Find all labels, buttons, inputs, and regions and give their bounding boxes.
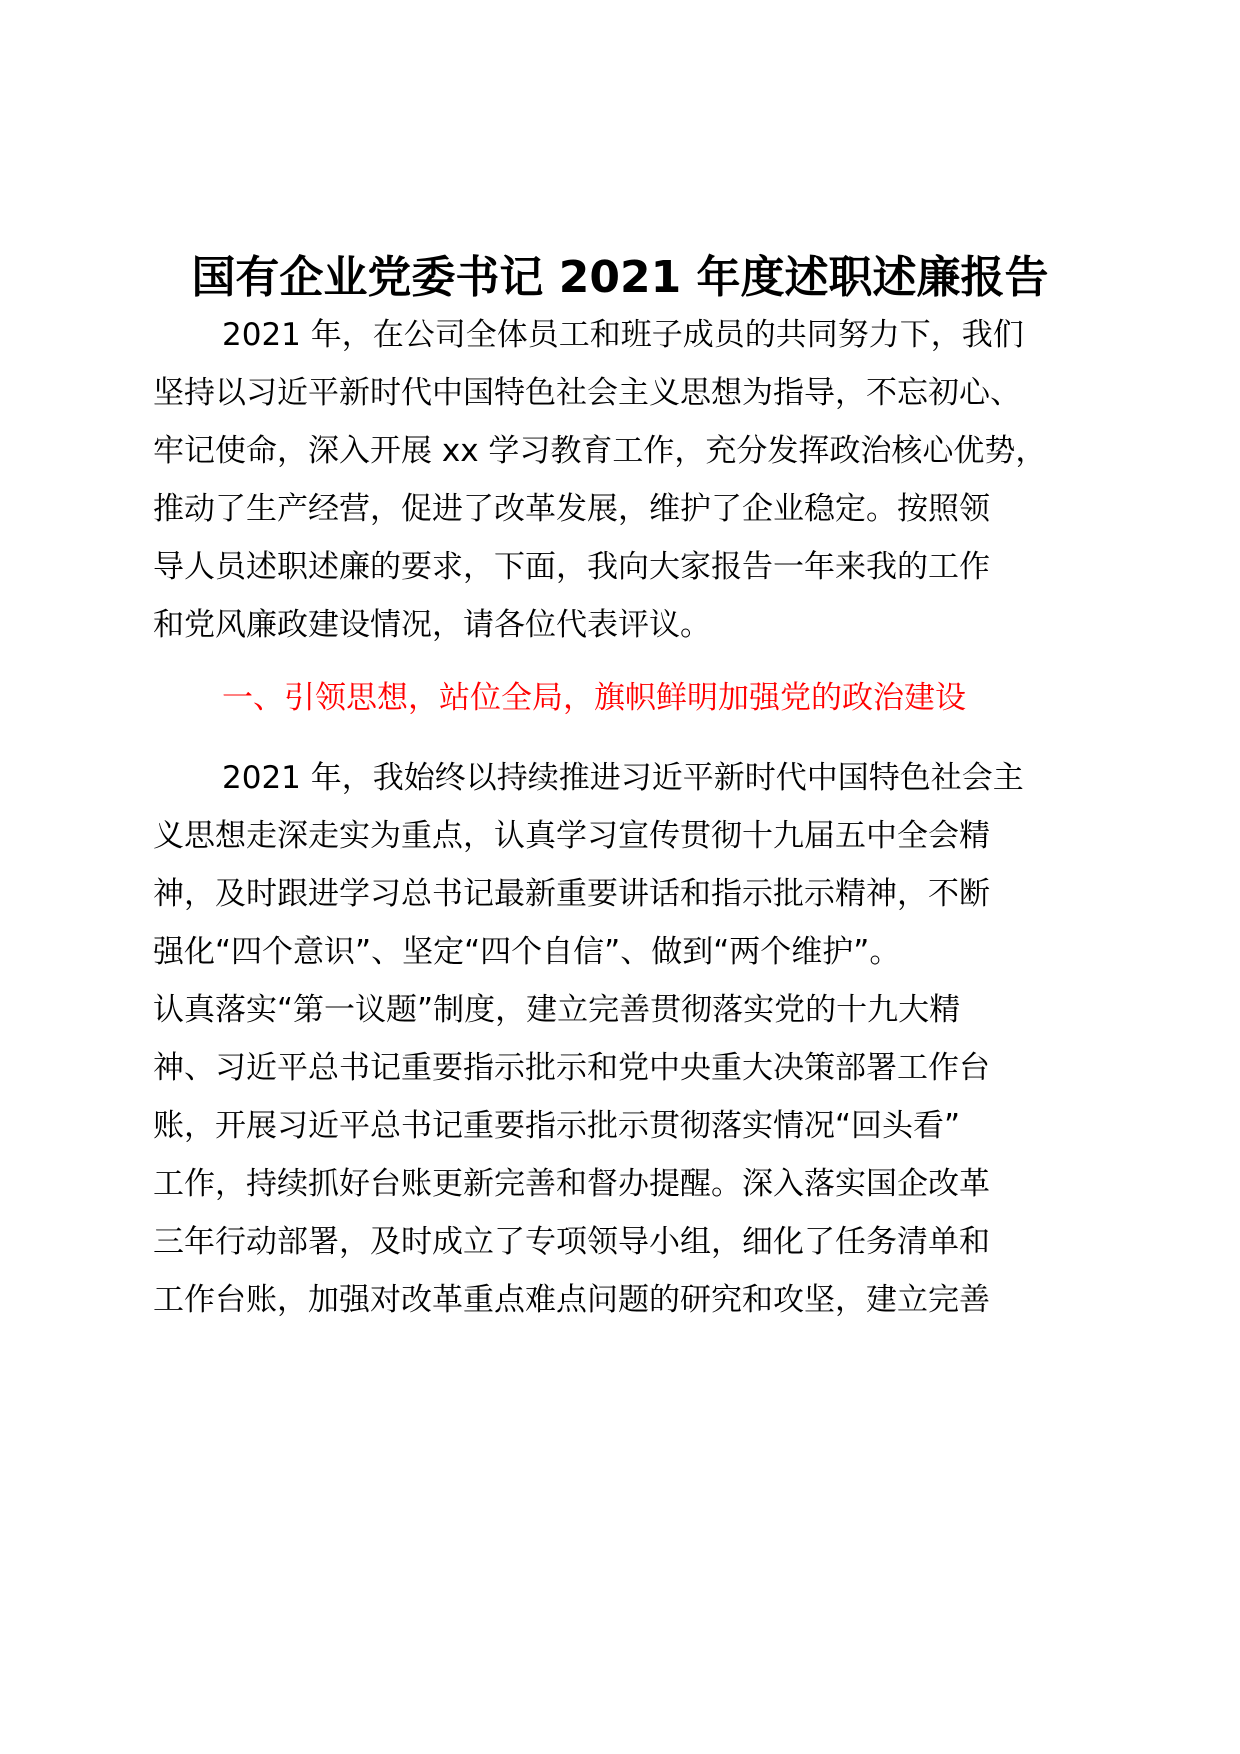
paragraph-1-line: 坚持以习近平新时代中国特色社会主义思想为指导，不忘初心、	[153, 375, 1021, 411]
section-1-heading: 一、引领思想，站位全局，旗帜鲜明加强党的政治建设	[222, 680, 966, 716]
paragraph-1-line: 2021 年，在公司全体员工和班子成员的共同努力下，我们	[222, 317, 1024, 353]
paragraph-2-line: 2021 年，我始终以持续推进习近平新时代中国特色社会主	[222, 760, 1024, 796]
paragraph-2-line: 义思想走深走实为重点，认真学习宣传贯彻十九届五中全会精	[153, 818, 990, 854]
paragraph-2-line: 神，及时跟进学习总书记最新重要讲话和指示批示精神，不断	[153, 876, 990, 912]
paragraph-2-line: 工作，持续抓好台账更新完善和督办提醒。深入落实国企改革	[153, 1166, 990, 1202]
paragraph-2-line: 三年行动部署，及时成立了专项领导小组，细化了任务清单和	[153, 1224, 990, 1260]
paragraph-2-line: 强化“四个意识”、坚定“四个自信”、做到“两个维护”。	[153, 934, 901, 970]
paragraph-2-line: 工作台账，加强对改革重点难点问题的研究和攻坚，建立完善	[153, 1282, 990, 1318]
paragraph-2-line: 账，开展习近平总书记重要指示批示贯彻落实情况“回头看”	[153, 1108, 961, 1144]
paragraph-1-line: 和党风廉政建设情况，请各位代表评议。	[153, 607, 711, 643]
document-title: 国有企业党委书记 2021 年度述职述廉报告	[191, 252, 1049, 303]
paragraph-1-line: 导人员述职述廉的要求，下面，我向大家报告一年来我的工作	[153, 549, 990, 585]
paragraph-2-line: 认真落实“第一议题”制度，建立完善贯彻落实党的十九大精	[153, 992, 961, 1028]
paragraph-1-line: 牢记使命，深入开展 xx 学习教育工作，充分发挥政治核心优势，	[153, 433, 1047, 469]
paragraph-2-line: 神、习近平总书记重要指示批示和党中央重大决策部署工作台	[153, 1050, 990, 1086]
paragraph-1-line: 推动了生产经营，促进了改革发展，维护了企业稳定。按照领	[153, 491, 990, 527]
